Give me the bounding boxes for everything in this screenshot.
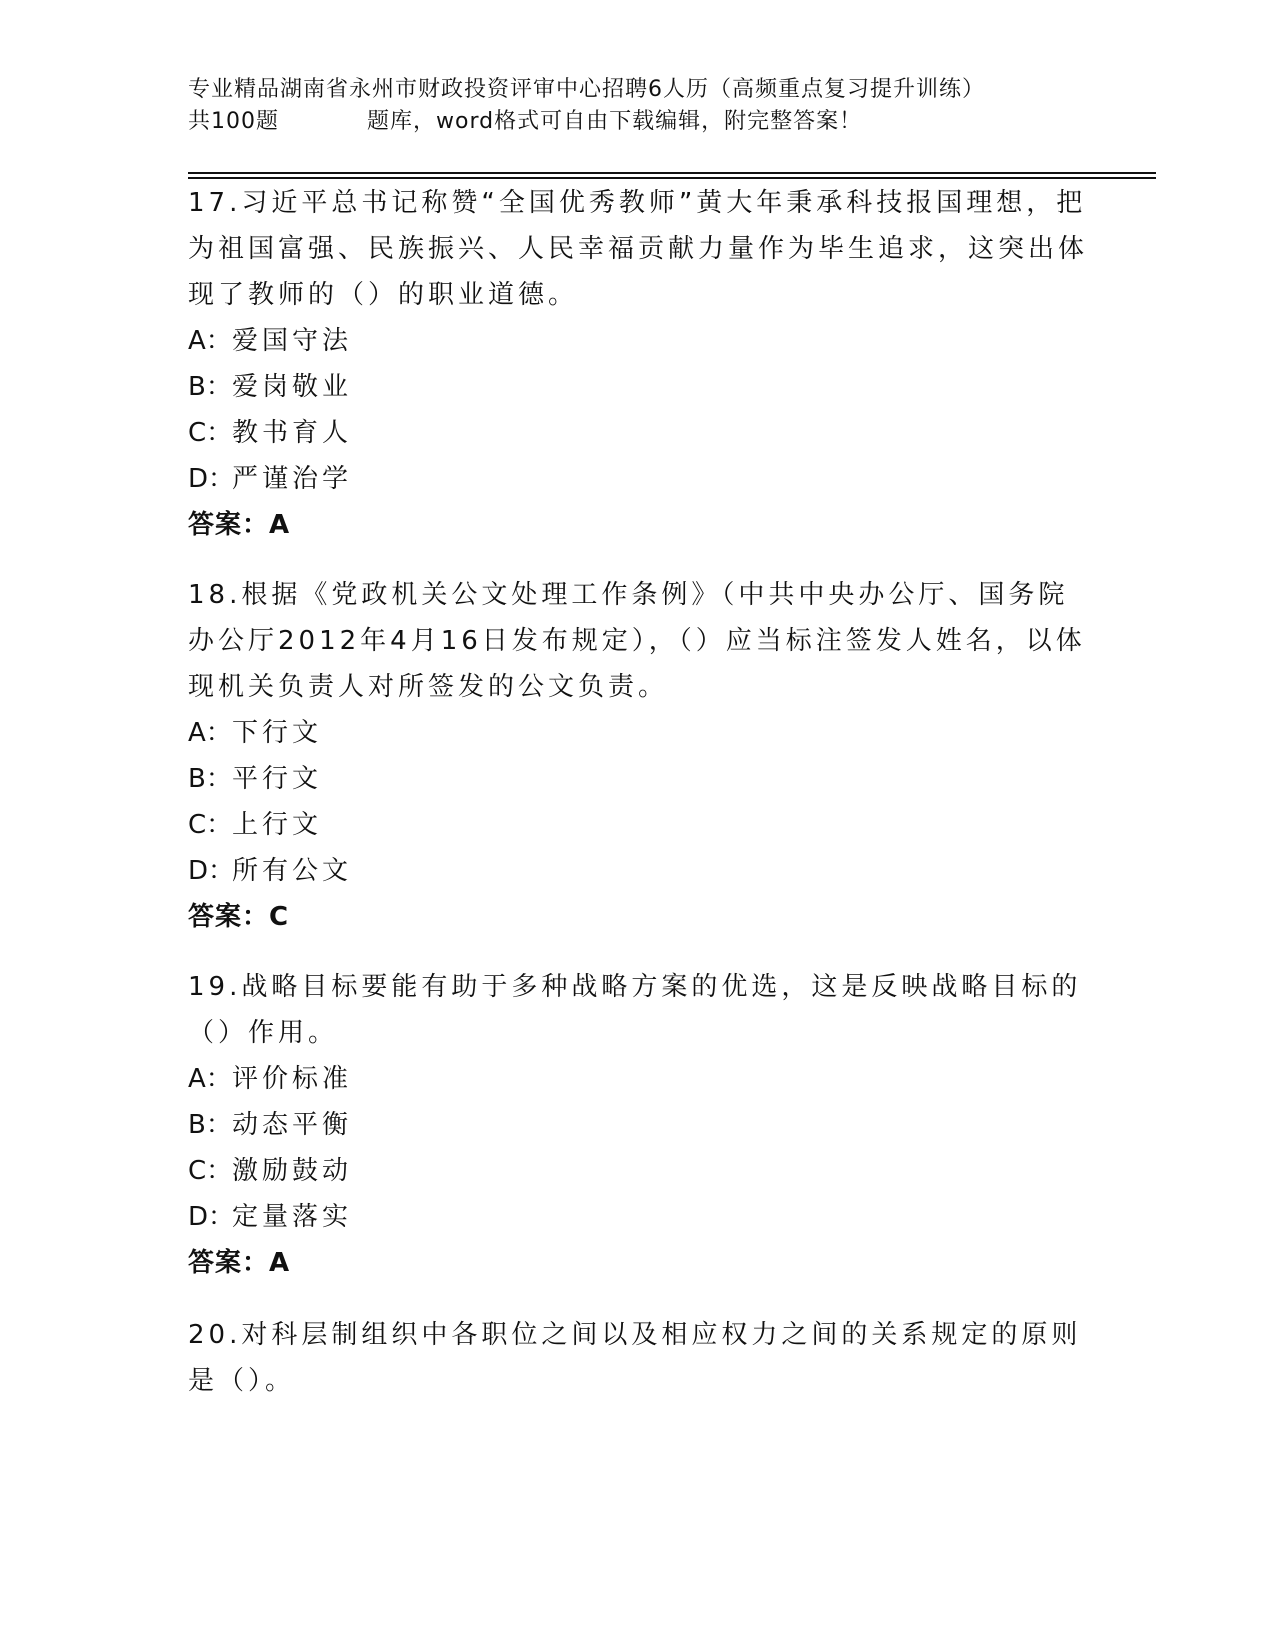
answer-label: 答案：A xyxy=(188,1248,291,1278)
option-text: 激励鼓动 xyxy=(232,1156,353,1186)
header-subtitle-line xyxy=(188,106,1088,138)
option-a xyxy=(188,1056,1088,1102)
option-a xyxy=(188,318,1088,364)
question-stem: 17.习近平总书记称赞“全国优秀教师”黄大年秉承科技报国理想，把为祖国富强、民族振兴、人民幸福贡献力量作为毕生追求，这突出体现了教师的（）的职业道德。 xyxy=(188,188,1089,310)
option-key: C： xyxy=(188,418,233,448)
option-d xyxy=(188,1194,1088,1240)
option-text: 所有公文 xyxy=(232,856,353,886)
header-title-line: 专业精品湖南省永州市财政投资评审中心招聘6人历（高频重点复习提升训练） xyxy=(188,77,985,102)
option-a xyxy=(188,710,1088,756)
question-20 xyxy=(188,1312,1088,1404)
question-18 xyxy=(188,572,1088,940)
question-stem: 18.根据《党政机关公文处理工作条例》（中共中央办公厅、国务院办公厅2012年4月16日发布规定），（）应当标注签发人姓名，以体现机关负责人对所签发的公文负责。 xyxy=(188,580,1086,702)
option-b xyxy=(188,364,1088,410)
option-b xyxy=(188,756,1088,802)
option-text: 评价标准 xyxy=(232,1064,353,1094)
option-d xyxy=(188,456,1088,502)
option-text: 爱国守法 xyxy=(232,326,353,356)
option-text: 上行文 xyxy=(232,810,323,840)
question-19 xyxy=(188,964,1088,1286)
option-key: B： xyxy=(188,1110,232,1140)
option-c xyxy=(188,1148,1088,1194)
option-text: 定量落实 xyxy=(232,1202,353,1232)
option-text: 爱岗敬业 xyxy=(232,372,353,402)
option-c xyxy=(188,802,1088,848)
question-stem: 19.战略目标要能有助于多种战略方案的优选，这是反映战略目标的（）作用。 xyxy=(188,972,1082,1048)
option-text: 下行文 xyxy=(232,718,323,748)
option-key: A： xyxy=(188,718,232,748)
option-key: B： xyxy=(188,764,232,794)
option-key: D： xyxy=(188,856,235,886)
option-text: 教书育人 xyxy=(232,418,353,448)
option-key: D： xyxy=(188,1202,235,1232)
option-key: C： xyxy=(188,1156,233,1186)
option-key: C： xyxy=(188,810,233,840)
header-count: 共100题 xyxy=(188,109,279,134)
header-divider-top xyxy=(188,172,1156,174)
answer-label: 答案：A xyxy=(188,510,291,540)
option-text: 严谨治学 xyxy=(232,464,353,494)
option-key: D： xyxy=(188,464,235,494)
option-key: A： xyxy=(188,1064,232,1094)
header-description: 题库，word格式可自由下载编辑，附完整答案！ xyxy=(367,109,863,134)
document-header xyxy=(188,74,1088,138)
question-17 xyxy=(188,180,1088,548)
option-b xyxy=(188,1102,1088,1148)
option-key: A： xyxy=(188,326,232,356)
option-c xyxy=(188,410,1088,456)
question-stem: 20.对科层制组织中各职位之间以及相应权力之间的关系规定的原则是（）。 xyxy=(188,1320,1082,1396)
header-divider-bottom xyxy=(188,177,1156,179)
option-d xyxy=(188,848,1088,894)
option-key: B： xyxy=(188,372,232,402)
option-text: 平行文 xyxy=(232,764,323,794)
option-text: 动态平衡 xyxy=(232,1110,353,1140)
answer-label: 答案：C xyxy=(188,902,290,932)
